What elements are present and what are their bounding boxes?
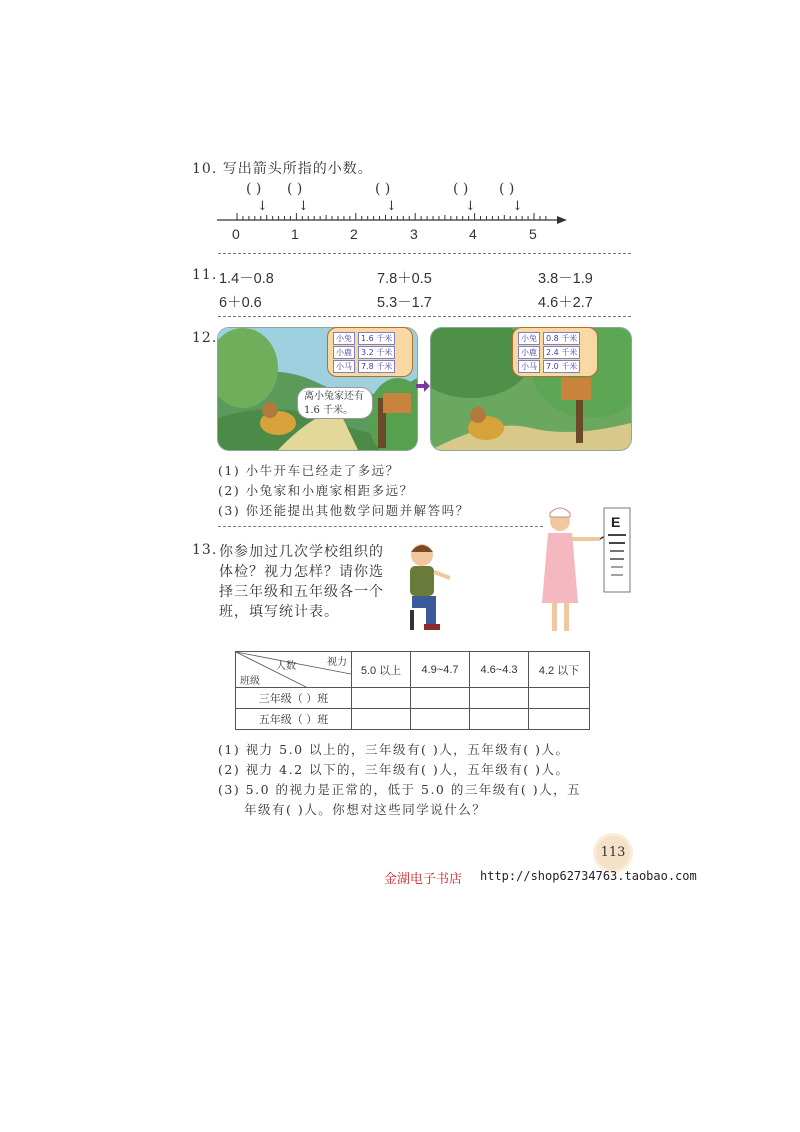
q13-number: 13. — [192, 542, 218, 558]
table-header-cell: 5.0 以上 — [352, 652, 411, 688]
store-url-link[interactable]: http://shop62734763.taobao.com — [480, 869, 697, 883]
tick-label: 0 — [232, 226, 240, 242]
q12-sub-question: (2) 小兔家和小鹿家相距多远？ — [218, 483, 414, 498]
table-header-row — [236, 652, 590, 688]
answer-blank[interactable]: ( ) — [453, 181, 469, 197]
corner-bottom-label: 班级 — [240, 676, 260, 687]
table-cell[interactable] — [529, 688, 590, 709]
store-name: 金湖电子书店 — [384, 872, 463, 887]
tick-label: 2 — [350, 226, 358, 242]
calc-item: 5.3－1.7 — [377, 295, 432, 311]
table-cell[interactable] — [529, 709, 590, 730]
calc-item: 6＋0.6 — [219, 295, 262, 311]
q13-sub-question: (1) 视力 5.0 以上的，三年级有( )人，五年级有( )人。 — [218, 742, 570, 757]
speech-bubble: 离小兔家还有1.6 千米。 — [297, 387, 373, 419]
page-number-badge: 113 — [596, 836, 630, 870]
q13-text-line: 择三年级和五年级各一个 — [219, 584, 384, 600]
table-header-cell: 4.6~4.3 — [470, 652, 529, 688]
answer-blank[interactable]: ( ) — [287, 181, 303, 197]
sign-row: 小鹿 3.2 千米 — [333, 346, 398, 359]
tick-label: 4 — [469, 226, 477, 242]
q13-text-line: 体检？视力怎样？请你选 — [219, 564, 384, 580]
sign-row: 小兔 1.6 千米 — [333, 332, 398, 345]
tick-label: 3 — [410, 226, 418, 242]
distance-sign-right — [512, 327, 598, 377]
answer-blank[interactable]: ( ) — [375, 181, 391, 197]
table-cell[interactable] — [411, 688, 470, 709]
table-cell[interactable] — [470, 709, 529, 730]
table-header-cell: 4.2 以下 — [529, 652, 590, 688]
q13-text-line: 班，填写统计表。 — [219, 604, 339, 620]
q10-title: 10. 写出箭头所指的小数。 — [192, 161, 373, 177]
q13-text-line: 你参加过几次学校组织的 — [219, 544, 384, 560]
table-cell[interactable] — [352, 709, 411, 730]
number-line — [215, 210, 570, 230]
answer-blank[interactable]: ( ) — [499, 181, 515, 197]
q13-text — [219, 542, 384, 622]
table-header-cell: 4.9~4.7 — [411, 652, 470, 688]
q12-number: 12. — [192, 330, 218, 346]
table-cell[interactable] — [470, 688, 529, 709]
sign-row: 小鹿 2.4 千米 — [518, 346, 583, 359]
down-arrow-icon: ↓ — [465, 199, 476, 214]
table-row — [236, 709, 590, 730]
right-arrow-icon — [416, 380, 430, 392]
down-arrow-icon: ↓ — [257, 199, 268, 214]
table-cell[interactable] — [411, 709, 470, 730]
table-corner-cell — [236, 652, 352, 688]
sign-row: 小马 7.0 千米 — [518, 360, 583, 373]
down-arrow-icon: ↓ — [298, 199, 309, 214]
q12-sub-question: (1) 小牛开车已经走了多远？ — [218, 463, 400, 478]
q13-sub-question: 年级有( )人。你想对这些同学说什么？ — [244, 802, 487, 817]
q13-sub-question: (3) 5.0 的视力是正常的，低于 5.0 的三年级有( )人，五 — [218, 782, 582, 797]
calc-item: 7.8＋0.5 — [377, 271, 432, 287]
svg-text:E: E — [611, 514, 621, 530]
table-cell[interactable] — [352, 688, 411, 709]
corner-mid-label: 人数 — [276, 661, 296, 672]
sign-row: 小兔 0.8 千米 — [518, 332, 583, 345]
tick-label: 5 — [529, 226, 537, 242]
calc-item: 3.8－1.9 — [538, 271, 593, 287]
row-label: 五年级（ ）班 — [236, 709, 352, 730]
table-row — [236, 688, 590, 709]
tick-label: 1 — [291, 226, 299, 242]
calc-item: 1.4－0.8 — [219, 271, 274, 287]
vision-stat-table — [235, 651, 590, 730]
corner-top-label: 视力 — [327, 657, 347, 668]
nurse-illustration — [538, 503, 633, 643]
sign-row: 小马 7.8 千米 — [333, 360, 398, 373]
section-divider — [218, 526, 543, 527]
down-arrow-icon: ↓ — [512, 199, 523, 214]
section-divider — [218, 316, 631, 317]
q12-sub-question: (3) 你还能提出其他数学问题并解答吗？ — [218, 503, 470, 518]
section-divider — [218, 253, 631, 254]
boy-illustration — [400, 540, 460, 636]
row-label: 三年级（ ）班 — [236, 688, 352, 709]
calc-item: 4.6＋2.7 — [538, 295, 593, 311]
down-arrow-icon: ↓ — [386, 199, 397, 214]
q11-number: 11. — [192, 267, 218, 283]
answer-blank[interactable]: ( ) — [246, 181, 262, 197]
distance-sign-left — [327, 327, 413, 377]
q13-sub-question: (2) 视力 4.2 以下的，三年级有( )人，五年级有( )人。 — [218, 762, 570, 777]
